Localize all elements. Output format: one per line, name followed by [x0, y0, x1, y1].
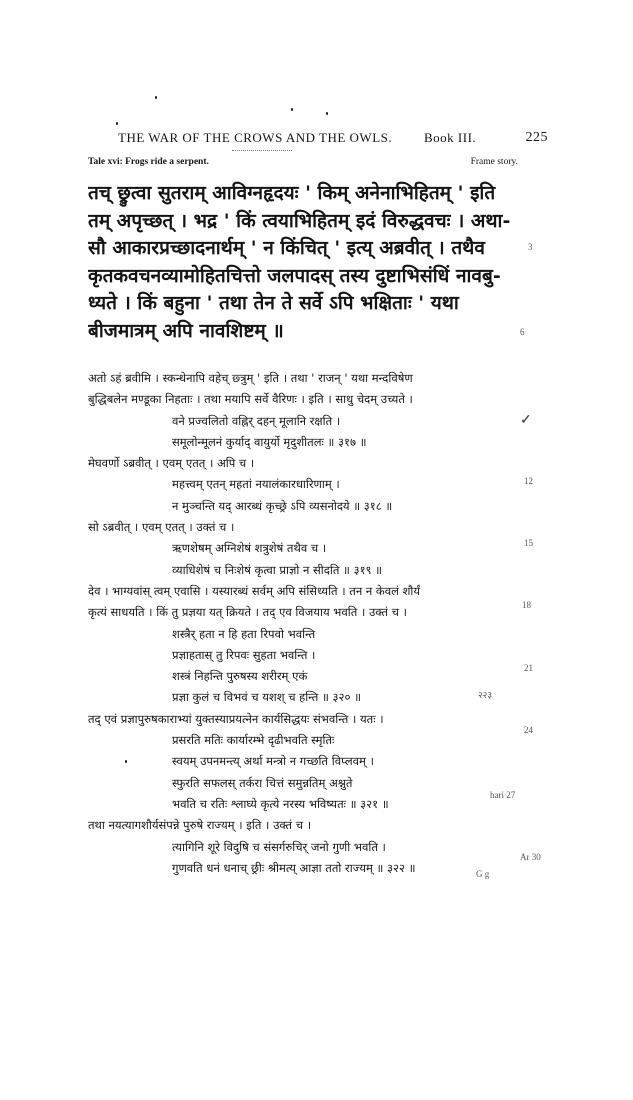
ink-speck [291, 108, 293, 111]
tale-caption: Tale xvi: Frogs ride a serpent. [88, 157, 209, 167]
text-line: सो ऽब्रवीत् । एवम् एतत् । उक्तं च । [88, 520, 235, 535]
text-line: देव । भाग्यवांस् त्वम् एवासि । यस्यारब्धं सर्वम् अपि संसिध्यति । तन न केवलं शौर्यं [88, 583, 421, 598]
header-rule [232, 150, 292, 151]
margin-line-number: 15 [524, 538, 533, 548]
frame-story-caption: Frame story. [470, 157, 518, 167]
text-line: तच् छ्रुत्वा सुतराम् आविग्नहृदयः ' किम् अनेनाभिहितम् ' इति [88, 182, 496, 204]
margin-line-number: Ar 30 [520, 852, 541, 862]
verse-line: वने प्रज्वलितो वह्निर् दहन् मूलानि रक्षति । [172, 413, 341, 428]
signature-mark: G g [476, 869, 490, 879]
margin-line-number: 24 [524, 725, 533, 735]
ink-speck [155, 96, 157, 99]
page-number: 225 [525, 130, 548, 145]
verse-line: भवति च रतिः श्लाघ्ये कृत्ये नरस्य भविष्यतः ॥ ३२१ ॥ [172, 796, 389, 811]
margin-line-number: 21 [524, 663, 533, 673]
verse-line: न मुञ्चन्ति यद् आरब्धं कृच्छ्रे ऽपि व्यसनोदये ॥ ३१८ ॥ [172, 498, 393, 513]
verse-line: प्रज्ञाहतास् तु रिपवः सुहता भवन्ति । [172, 647, 316, 662]
verse-line: व्याधिशेषं च निःशेषं कृत्वा प्राज्ञो न सीदति ॥ ३१९ ॥ [172, 562, 383, 577]
ink-speck [116, 122, 118, 125]
margin-line-number: २२३ [478, 690, 493, 700]
ink-speck [125, 760, 127, 763]
verse-line: प्रसरति मतिः कार्यारम्भे दृढीभवति स्मृतिः [172, 733, 335, 748]
text-line: सौ आकारप्रच्छादनार्थम् ' न किंचित् ' इत्य् अब्रवीत् । तथैव [88, 237, 485, 259]
book-label: Book III. [424, 130, 477, 145]
verse-line: स्वयम् उपनमन्त्य् अर्था मन्त्रो न गच्छति विप्लवम् । [172, 754, 374, 769]
margin-line-number: 12 [524, 476, 533, 486]
verse-line: समूलोन्मूलनं कुर्याद् वायुर्यो मृदुशीतलः ॥ ३१७ ॥ [172, 434, 367, 449]
text-line: कृत्यं साधयति । किं तु प्रज्ञया यत् क्रियते । तद् एव विजयाय भवति । उक्तं च । [88, 605, 407, 620]
text-line: ध्यते । किं बहुना ' तथा तेन ते सर्वे ऽपि भक्षिताः ' यथा [88, 292, 459, 314]
verse-line: ऋणशेषम् अग्निशेषं शत्रुशेषं तथैव च । [172, 541, 327, 556]
margin-line-number: 3 [528, 242, 533, 252]
text-line: बीजमात्रम् अपि नावशिष्टम् ॥ [88, 319, 284, 342]
running-title: THE WAR OF THE CROWS AND THE OWLS. [118, 130, 393, 145]
text-line: बुद्धिबलेन मण्डूका निहताः । तथा मयापि सर्वे वैरिणः । इति । साधु चेदम् उच्यते । [88, 392, 413, 407]
verse-line: गुणवति धनं धनाच् छ्रीः श्रीमत्य् आज्ञा ततो राज्यम् ॥ ३२२ ॥ [172, 860, 416, 875]
verse-line: शस्त्रैर् हता न हि हता रिपवो भवन्ति [172, 626, 316, 641]
text-line: मेघवर्णो ऽब्रवीत् । एवम् एतत् । अपि च । [88, 456, 255, 471]
verse-line: शस्त्रं निहन्ति पुरुषस्य शरीरम् एकं [172, 669, 308, 684]
main-text-block [88, 180, 528, 345]
verse-line: त्यागिनि शूरे विदुषि च संसर्गरुचिर् जनो गुणी भवति । [172, 839, 386, 854]
text-line: अतो ऽहं ब्रवीमि । स्कन्धेनापि वहेच् छ्त्रुम् ' इति । तथा ' राजन् ' यथा मन्दविषेण [88, 371, 413, 385]
pencil-mark-icon: ✓ [520, 412, 532, 428]
text-line: तद् एवं प्रज्ञापुरुषकाराभ्यां युक्तस्याप्रयत्नेन कार्यसिद्धयः संभवन्ति । यतः । [88, 711, 384, 726]
verse-line: प्रज्ञा कुलं च विभवं च यशश् च हन्ति ॥ ३२० ॥ [172, 690, 362, 705]
text-line: कृतकवचनव्यामोहितचित्तो जलपादस् तस्य दुष्टाभिसंधिं नावबु- [88, 264, 501, 287]
ink-speck [326, 112, 328, 115]
margin-line-number: hari 27 [490, 790, 516, 800]
text-line: तम् अपृच्छत् । भद्र ' किं त्वयाभिहितम् इदं विरुद्धवचः । अथा- [88, 209, 511, 232]
margin-line-number: 18 [522, 600, 531, 610]
margin-line-number: 6 [520, 327, 525, 337]
verse-line: स्फुरति सफलस् तर्करा चित्तं समुन्नतिम् अश्नुते [172, 775, 353, 790]
commentary-block [88, 368, 518, 879]
text-line: तथा नयत्यागशौर्यसंपन्ने पुरुषे राज्यम् । इति । उक्तं च । [88, 818, 312, 833]
verse-line: महत्त्वम् एतन् महतां नयालंकारधारिणाम् । [172, 477, 340, 492]
running-header [118, 130, 548, 150]
